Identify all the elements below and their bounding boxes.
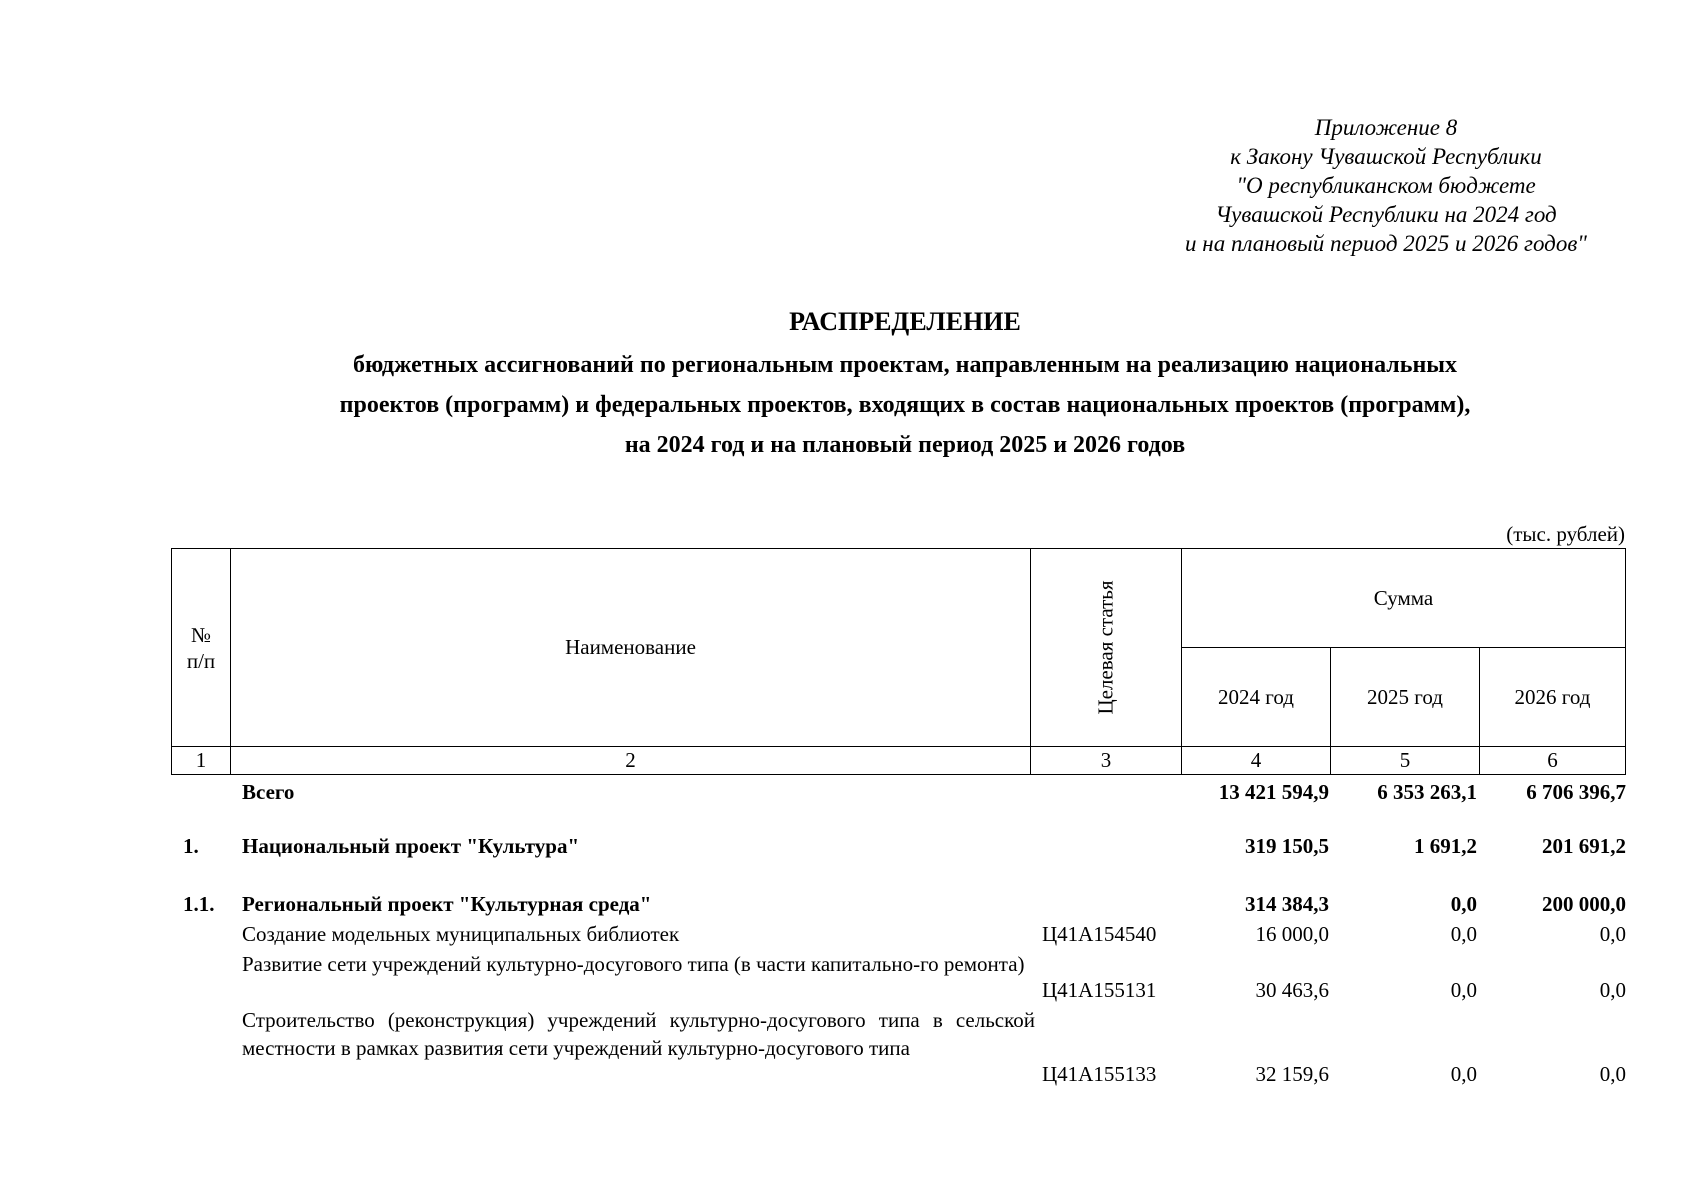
table-row: 1. Национальный проект "Культура" 319 150,5 1 691,2 201 691,2 bbox=[183, 834, 1626, 858]
header-2024: 2024 год bbox=[1182, 648, 1331, 747]
table-row: Создание модельных муниципальных библиотек Ц41A154540 16 000,0 0,0 0,0 bbox=[242, 922, 1626, 946]
col-number: 2 bbox=[231, 747, 1031, 775]
header-2026: 2026 год bbox=[1480, 648, 1626, 747]
title-line: проектов (программ) и федеральных проектов, входящих в состав национальных проектов (программ), bbox=[339, 392, 1471, 418]
document-title bbox=[160, 305, 1650, 465]
table-row: 1.1. Региональный проект "Культурная среда" 314 384,3 0,0 200 000,0 bbox=[183, 892, 1626, 916]
table-header bbox=[171, 548, 1626, 775]
header-num: № п/п bbox=[172, 549, 231, 747]
col-number: 3 bbox=[1031, 747, 1182, 775]
table-row: Строительство (реконструкция) учреждений культурно-досугового типа в сельской местности в рамках развития сети учреждений культурно-досугового типа Ц41A155133 32 159,6 0,0 0,0 bbox=[242, 1008, 1626, 1086]
appendix-line: Приложение 8 bbox=[1314, 115, 1458, 140]
appendix-line: "О республиканском бюджете bbox=[1236, 173, 1536, 198]
appendix-line: и на плановый период 2025 и 2026 годов" bbox=[1185, 231, 1587, 256]
table-row: Всего 13 421 594,9 6 353 263,1 6 706 396,7 bbox=[242, 780, 1626, 804]
header-sum: Сумма bbox=[1182, 549, 1626, 648]
col-number: 6 bbox=[1480, 747, 1626, 775]
col-number: 1 bbox=[172, 747, 231, 775]
title-main: РАСПРЕДЕЛЕНИЕ bbox=[789, 307, 1021, 336]
table-row: Развитие сети учреждений культурно-досугового типа (в части капитально-го ремонта) Ц41A155131 30 463,6 0,0 0,0 bbox=[242, 952, 1626, 1002]
header-code: Целевая статья bbox=[1031, 549, 1182, 747]
col-number: 5 bbox=[1331, 747, 1480, 775]
unit-label: (тыс. рублей) bbox=[1506, 522, 1625, 546]
appendix-line: к Закону Чувашской Республики bbox=[1230, 144, 1542, 169]
appendix-note bbox=[1021, 113, 1621, 258]
title-line: бюджетных ассигнований по региональным проектам, направленным на реализацию национальных bbox=[352, 352, 1458, 378]
header-2025: 2025 год bbox=[1331, 648, 1480, 747]
title-line: на 2024 год и на плановый период 2025 и 2026 годов bbox=[624, 432, 1186, 458]
col-number: 4 bbox=[1182, 747, 1331, 775]
appendix-line: Чувашской Республики на 2024 год bbox=[1215, 202, 1557, 227]
header-name: Наименование bbox=[231, 549, 1031, 747]
